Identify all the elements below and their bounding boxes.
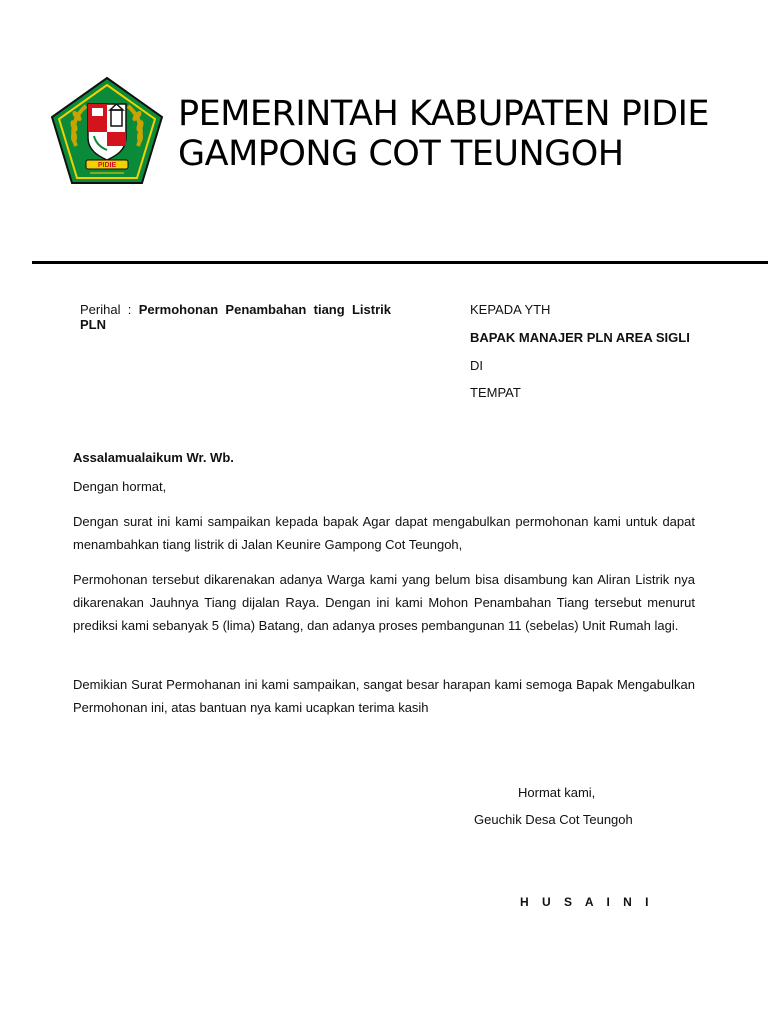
svg-text:PIDIE: PIDIE [97,162,117,169]
signer-name: H U S A I N I [520,895,654,909]
subject-label: Perihal [80,302,121,317]
paragraph-request: Dengan surat ini kami sampaikan kepada bapak Agar dapat mengabulkan permohonan kami untuk dapat menambahkan tiang listrik di Jalan Keunire Gampong Cot Teungoh, [73,514,695,552]
subject-separator: : [127,302,132,317]
letterhead-title [178,94,709,174]
recipient-place: TEMPAT [470,385,521,400]
paragraph-reason: Permohonan tersebut dikarenakan adanya Warga kami yang belum bisa disambung kan Aliran Listrik nya dikarenakan Jauhnya Tiang dijalan Raya. Dengan ini kami Mohon Penambahan Tiang tersebut menurut prediksi kami sebanyak 5 (lima) Batang, dan adanya proses pembangunan 11 (sebelas) Unit Rumah lagi. [73,572,695,633]
closing-regards: Hormat kami, [518,785,596,800]
recipient-salutation: KEPADA YTH [470,302,551,317]
letterhead-line-village: GAMPONG COT TEUNGOH [178,134,624,174]
closing-title: Geuchik Desa Cot Teungoh [474,812,633,827]
subject-block [80,302,391,332]
subject-text: Permohonan Penambahan tiang Listrik PLN [80,302,391,332]
recipient-preposition: DI [470,358,483,373]
opening: Dengan hormat, [73,479,167,494]
letterhead-divider [32,261,768,264]
paragraph-closing: Demikian Surat Permohanan ini kami sampaikan, sangat besar harapan kami semoga Bapak Mengabulkan Permohonan ini, atas bantuan nya kami ucapkan terima kasih [73,677,695,715]
recipient-name: BAPAK MANAJER PLN AREA SIGLI [470,330,690,345]
greeting: Assalamualaikum Wr. Wb. [73,450,234,465]
pidie-regency-emblem [50,76,164,186]
letterhead-line-government: PEMERINTAH KABUPATEN PIDIE [178,94,710,134]
